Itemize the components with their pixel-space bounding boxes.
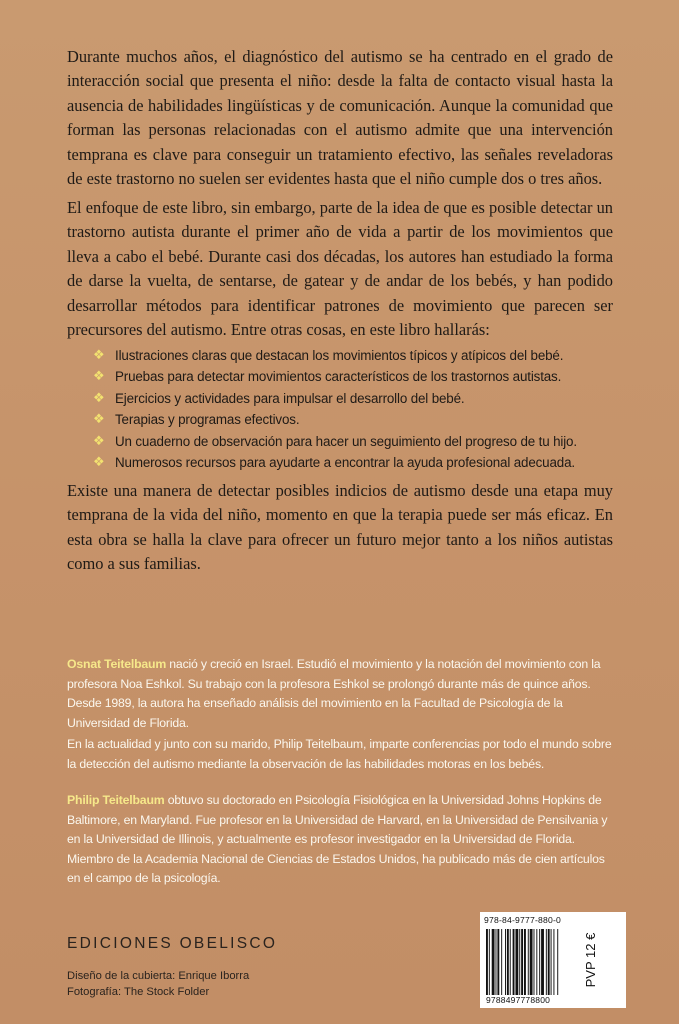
isbn-text: 978-84-9777-880-0	[484, 915, 561, 925]
list-item	[93, 409, 633, 430]
diamond-bullet-icon: ❖	[93, 412, 105, 428]
author-2-bio-text: obtuvo su doctorado en Psicología Fisiológica en la Universidad Johns Hopkins de Baltimore, en Maryland. Fue profesor en la Universidad de Harvard, en la Universidad de Pensilvania y en la Universidad de Illinois, y actualmente es profesor investigador en la Universidad de Florida. Miembro de la Academia Nacional de Ciencias de Estados Unidos, ha publicado más de cien artículos en el campo de la psicología.	[67, 793, 608, 886]
barcode-label	[480, 912, 626, 1008]
blurb-paragraph-2: El enfoque de este libro, sin embargo, parte de la idea de que es posible detectar un trastorno autista durante el primer año de vida a partir de los movimientos que lleva a cabo el bebé. Durante casi dos décadas, los autores han estudiado la forma de darse la vuelta, de sentarse, de gatear y de andar de los bebés, y han podido desarrollar métodos para identificar patrones de movimiento que parecen ser precursores del autismo. Entre otras cosas, en este libro hallarás:	[67, 198, 613, 340]
list-item	[93, 431, 633, 452]
photo-credit: Fotografía: The Stock Folder	[67, 986, 210, 998]
list-item	[93, 452, 633, 473]
diamond-bullet-icon: ❖	[93, 390, 105, 406]
list-item	[93, 345, 633, 366]
credits	[67, 968, 249, 1000]
barcode-digits: 9788497778800	[486, 995, 551, 1005]
blurb-paragraph-1: Durante muchos años, el diagnóstico del autismo se ha centrado en el grado de interacción social que presenta el niño: desde la falta de contacto visual hasta la ausencia de habilidades lingüísticas y de comunicación. Aunque la comunidad que forman las personas relacionadas con el autismo admite que una intervención temprana es clave para conseguir un tratamiento efectivo, las señales reveladoras de este trastorno no suelen ser evidentes hasta que el niño cumple dos o tres años.	[67, 47, 613, 189]
list-item	[93, 366, 633, 387]
author-2-name: Philip Teitelbaum	[67, 793, 165, 807]
diamond-bullet-icon: ❖	[93, 433, 105, 449]
list-item-text: Un cuaderno de observación para hacer un seguimiento del progreso de tu hijo.	[115, 433, 577, 449]
design-credit: Diseño de la cubierta: Enrique Iborra	[67, 970, 250, 982]
barcode-icon	[486, 929, 578, 995]
list-item	[93, 388, 633, 409]
diamond-bullet-icon: ❖	[93, 455, 105, 471]
publisher-name: EDICIONES OBELISCO	[67, 935, 278, 952]
author-1-name: Osnat Teitelbaum	[67, 657, 167, 671]
author-1-bio	[67, 655, 619, 733]
list-item-text: Ejercicios y actividades para impulsar el desarrollo del bebé.	[115, 390, 465, 406]
diamond-bullet-icon: ❖	[93, 369, 105, 385]
author-1-bio-text: nació y creció en Israel. Estudió el movimiento y la notación del movimiento con la profesora Noa Eshkol. Su trabajo con la profesora Eshkol se prolongó durante más de quince años. Desde 1989, la autora ha enseñado análisis del movimiento en la Facultad de Psicología de la Universidad de Florida.	[67, 657, 601, 730]
list-item-text: Ilustraciones claras que destacan los movimientos típicos y atípicos del bebé.	[115, 348, 564, 363]
list-item-text: Terapias y programas efectivos.	[115, 412, 300, 428]
feature-list	[93, 345, 633, 473]
blurb-paragraph-3: Existe una manera de detectar posibles indicios de autismo desde una etapa muy temprana de la vida del niño, momento en que la terapia puede ser más eficaz. En esta obra se halla la clave para ofrecer un futuro mejor tanto a los niños autistas como a sus familias.	[67, 481, 613, 574]
list-item-text: Numerosos recursos para ayudarte a encontrar la ayuda profesional adecuada.	[115, 455, 575, 471]
diamond-bullet-icon: ❖	[93, 348, 105, 363]
author-2-bio	[67, 791, 619, 889]
author-1-bio-continued: En la actualidad y junto con su marido, Philip Teitelbaum, imparte conferencias por todo el mundo sobre la detección del autismo mediante la observación de las habilidades motoras en los bebés.	[67, 737, 612, 771]
list-item-text: Pruebas para detectar movimientos característicos de los trastornos autistas.	[115, 369, 562, 385]
price-label: PVP 12 €	[583, 932, 598, 988]
